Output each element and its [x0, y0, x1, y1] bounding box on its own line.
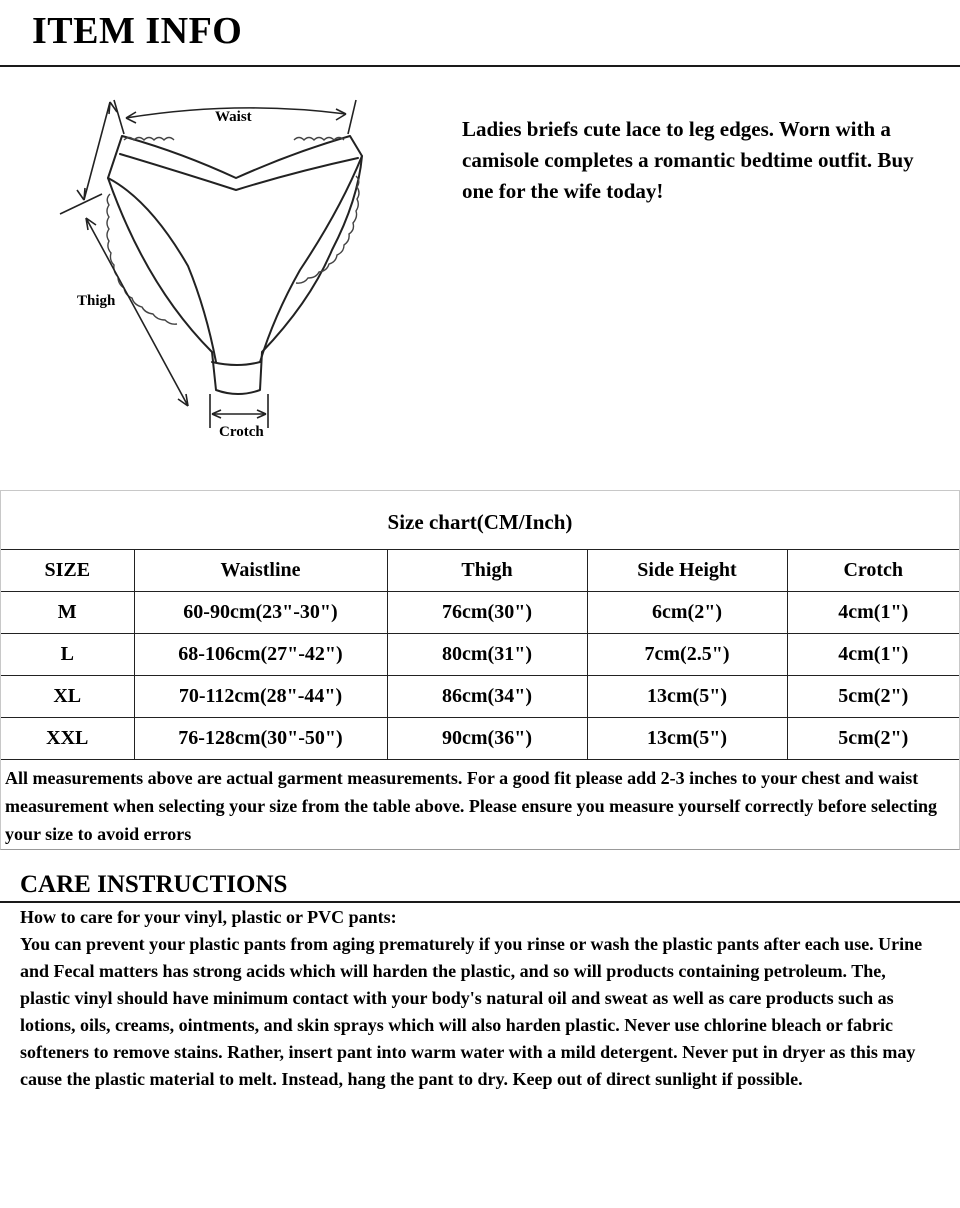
waistline-cell: 76-128cm(30"-50") [134, 718, 387, 760]
thigh-label: Thigh [77, 293, 116, 309]
size-table [1, 550, 959, 760]
measurement-note: All measurements above are actual garment measurements. For a good fit please add 2-3 inches to your chest and waist measurement when selecting your size from the table above. Please ensure you measure yourself correctly before selecting your size to avoid errors [5, 768, 937, 844]
col-header: SIZE [1, 550, 134, 592]
thigh-cell: 90cm(36") [387, 718, 587, 760]
header-divider [0, 65, 960, 67]
size-chart-title: Size chart(CM/Inch) [1, 491, 959, 550]
col-header: Thigh [387, 550, 587, 592]
side-height-cell: 13cm(5") [587, 676, 787, 718]
crotch-cell: 5cm(2") [787, 676, 959, 718]
size-cell: L [1, 634, 134, 676]
thigh-cell: 76cm(30") [387, 592, 587, 634]
thigh-cell: 80cm(31") [387, 634, 587, 676]
product-description: Ladies briefs cute lace to leg edges. Worn with a camisole completes a romantic bedtime outfit. Buy one for the wife today! [462, 117, 914, 203]
table-header-row [1, 550, 959, 592]
crotch-cell: 4cm(1") [787, 592, 959, 634]
page-title: ITEM INFO [32, 10, 243, 52]
table-row [1, 676, 959, 718]
care-body: You can prevent your plastic pants from aging prematurely if you rinse or wash the plastic pants after each use. Urine and Fecal matters has strong acids which will harden the plastic, and so will products containing petroleum. The, plastic vinyl should have minimum contact with your body's natural oil and sweat as well as care products such as lotions, oils, creams, ointments, and skin sprays which will also harden plastic. Never use chlorine bleach or fabric softeners to remove stains. Rather, insert pant into warm water with a mild detergent. Never put in dryer as this may cause the plastic material to melt. Instead, hang the pant to dry. Keep out of direct sunlight if possible. [20, 934, 923, 1089]
crotch-cell: 4cm(1") [787, 634, 959, 676]
table-row [1, 592, 959, 634]
table-row [1, 634, 959, 676]
size-cell: M [1, 592, 134, 634]
waist-label: Waist [215, 109, 252, 125]
side-height-cell: 6cm(2") [587, 592, 787, 634]
waistline-cell: 70-112cm(28"-44") [134, 676, 387, 718]
crotch-cell: 5cm(2") [787, 718, 959, 760]
size-cell: XL [1, 676, 134, 718]
col-header: Crotch [787, 550, 959, 592]
table-row [1, 718, 959, 760]
size-chart [0, 490, 960, 850]
care-title: CARE INSTRUCTIONS [20, 871, 288, 898]
size-cell: XXL [1, 718, 134, 760]
side-height-cell: 13cm(5") [587, 718, 787, 760]
care-divider [0, 901, 960, 903]
col-header: Side Height [587, 550, 787, 592]
briefs-measurement-diagram [50, 90, 410, 450]
care-subtitle: How to care for your vinyl, plastic or PVC pants: [20, 907, 397, 927]
side-height-cell: 7cm(2.5") [587, 634, 787, 676]
col-header: Waistline [134, 550, 387, 592]
thigh-cell: 86cm(34") [387, 676, 587, 718]
crotch-label: Crotch [219, 424, 264, 440]
waistline-cell: 68-106cm(27"-42") [134, 634, 387, 676]
waistline-cell: 60-90cm(23"-30") [134, 592, 387, 634]
